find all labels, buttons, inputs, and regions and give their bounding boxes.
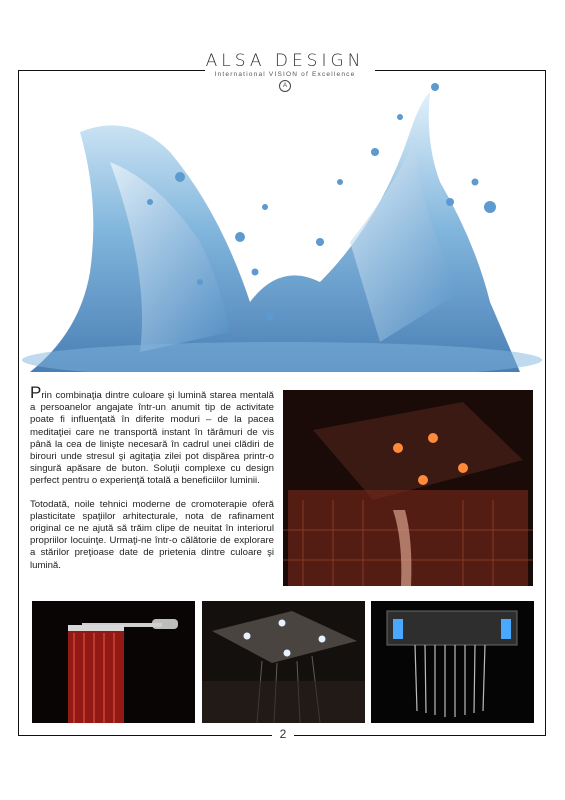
page-number: 2 [279, 727, 287, 741]
paragraph-1-text: rin combinaţia dintre culoare şi lumină starea mentală a persoanelor angajate într-un anumit tip de activitate poate fi influenţată în diferite moduri – de la pacea meditaţiei care ne transportă instant în tărâmuri de vis până la cea de linişte necesară în cadrul unei clădiri de birouri unde stresul şi agitaţia zilei pot dispărea printr-o singură apăsare de buton. Soluţii complexe cu design perfect pentru o experienţă totală a beneficiilor luminii. [30, 390, 274, 487]
water-splash-image [20, 72, 544, 372]
photo-ceiling-shower-red [283, 390, 533, 586]
article-text [30, 383, 274, 583]
brand-tagline: International VISION of Excellence [214, 71, 356, 78]
photo-rain-shower-blue [371, 601, 534, 723]
drop-cap: P [30, 383, 42, 402]
brand-mark-icon: A [279, 80, 291, 92]
brand-name: ALSA DESIGN [205, 51, 365, 71]
photo-ceiling-shower-white [202, 601, 365, 723]
article-paragraph-1 [30, 383, 274, 488]
photo-wall-shower-red [32, 601, 195, 723]
article-paragraph-2: Totodată, noile tehnici moderne de cromoterapie oferă plasticitate spaţiilor arhitecturale, nota de rafinament original ce ne ajută să trăim clipe de neuitat în interiorul propriilor locuinţe. Urmaţi-ne într-o călătorie de explorare a stărilor preţioase date de prietenia dintre culoare şi lumină. [30, 498, 274, 571]
